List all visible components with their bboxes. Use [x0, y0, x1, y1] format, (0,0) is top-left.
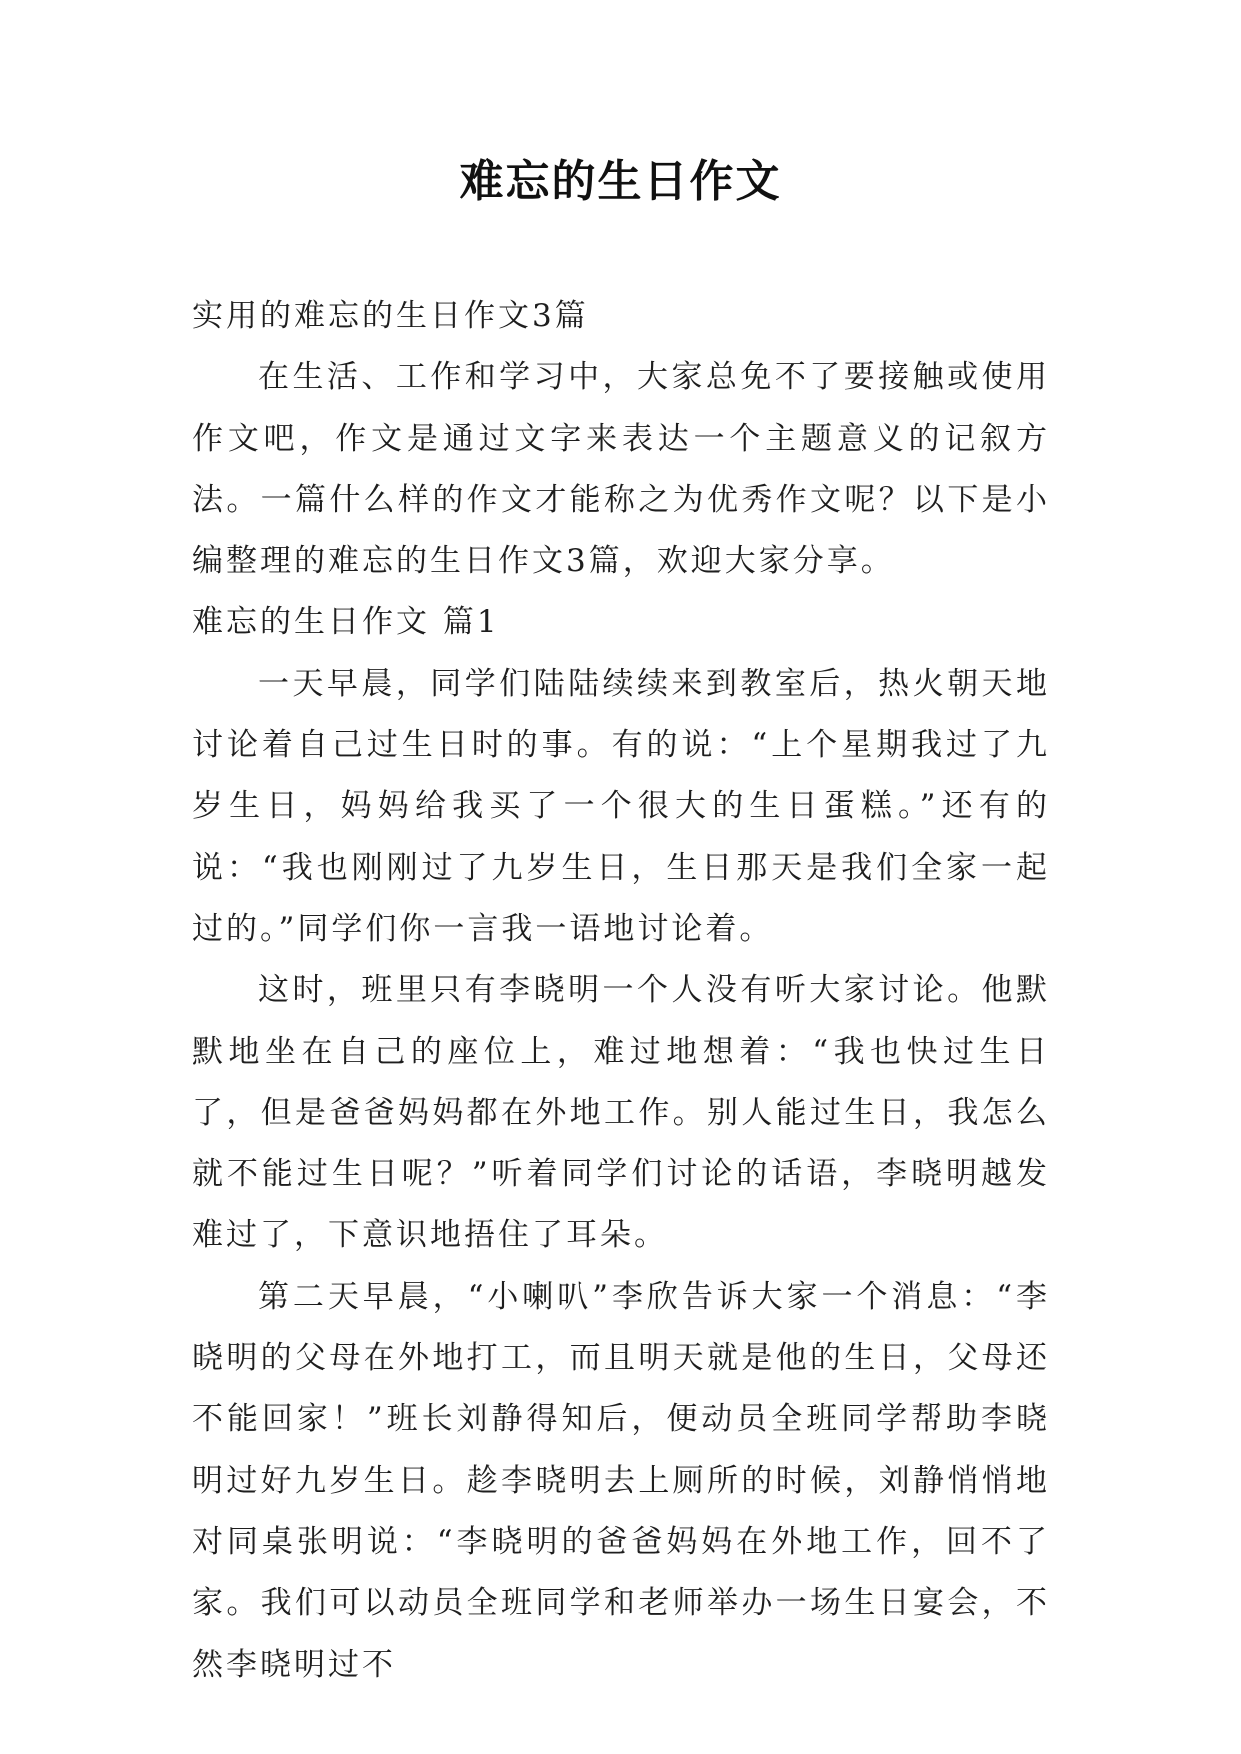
document-body	[192, 286, 1050, 1696]
document-title: 难忘的生日作文	[459, 156, 782, 207]
section-heading: 难忘的生日作文 篇1	[192, 604, 500, 641]
body-paragraph: 第二天早晨，“小喇叭”李欣告诉大家一个消息：“李晓明的父母在外地打工，而且明天就是他的生日，父母还不能回家！”班长刘静得知后，便动员全班同学帮助李晓明过好九岁生日。趁李晓明去上厕所的时候，刘静悄悄地对同桌张明说：“李晓明的爸爸妈妈在外地工作，回不了家。我们可以动员全班同学和老师举办一场生日宴会，不然李晓明过不	[192, 1278, 1050, 1683]
document-subtitle: 实用的难忘的生日作文3篇	[192, 298, 589, 334]
body-paragraph: 这时，班里只有李晓明一个人没有听大家讨论。他默默地坐在自己的座位上，难过地想着：“我也快过生日了，但是爸爸妈妈都在外地工作。别人能过生日，我怎么就不能过生日呢？”听着同学们讨论的话语，李晓明越发难过了，下意识地捂住了耳朵。	[192, 972, 1050, 1254]
body-paragraph: 一天早晨，同学们陆陆续续来到教室后，热火朝天地讨论着自己过生日时的事。有的说：“上个星期我过了九岁生日，妈妈给我买了一个很大的生日蛋糕。”还有的说：“我也刚刚过了九岁生日，生日那天是我们全家一起过的。”同学们你一言我一语地讨论着。	[192, 665, 1050, 947]
intro-paragraph: 在生活、工作和学习中，大家总免不了要接触或使用作文吧，作文是通过文字来表达一个主题意义的记叙方法。一篇什么样的作文才能称之为优秀作文呢？以下是小编整理的难忘的生日作文3篇，欢迎大家分享。	[192, 359, 1050, 580]
